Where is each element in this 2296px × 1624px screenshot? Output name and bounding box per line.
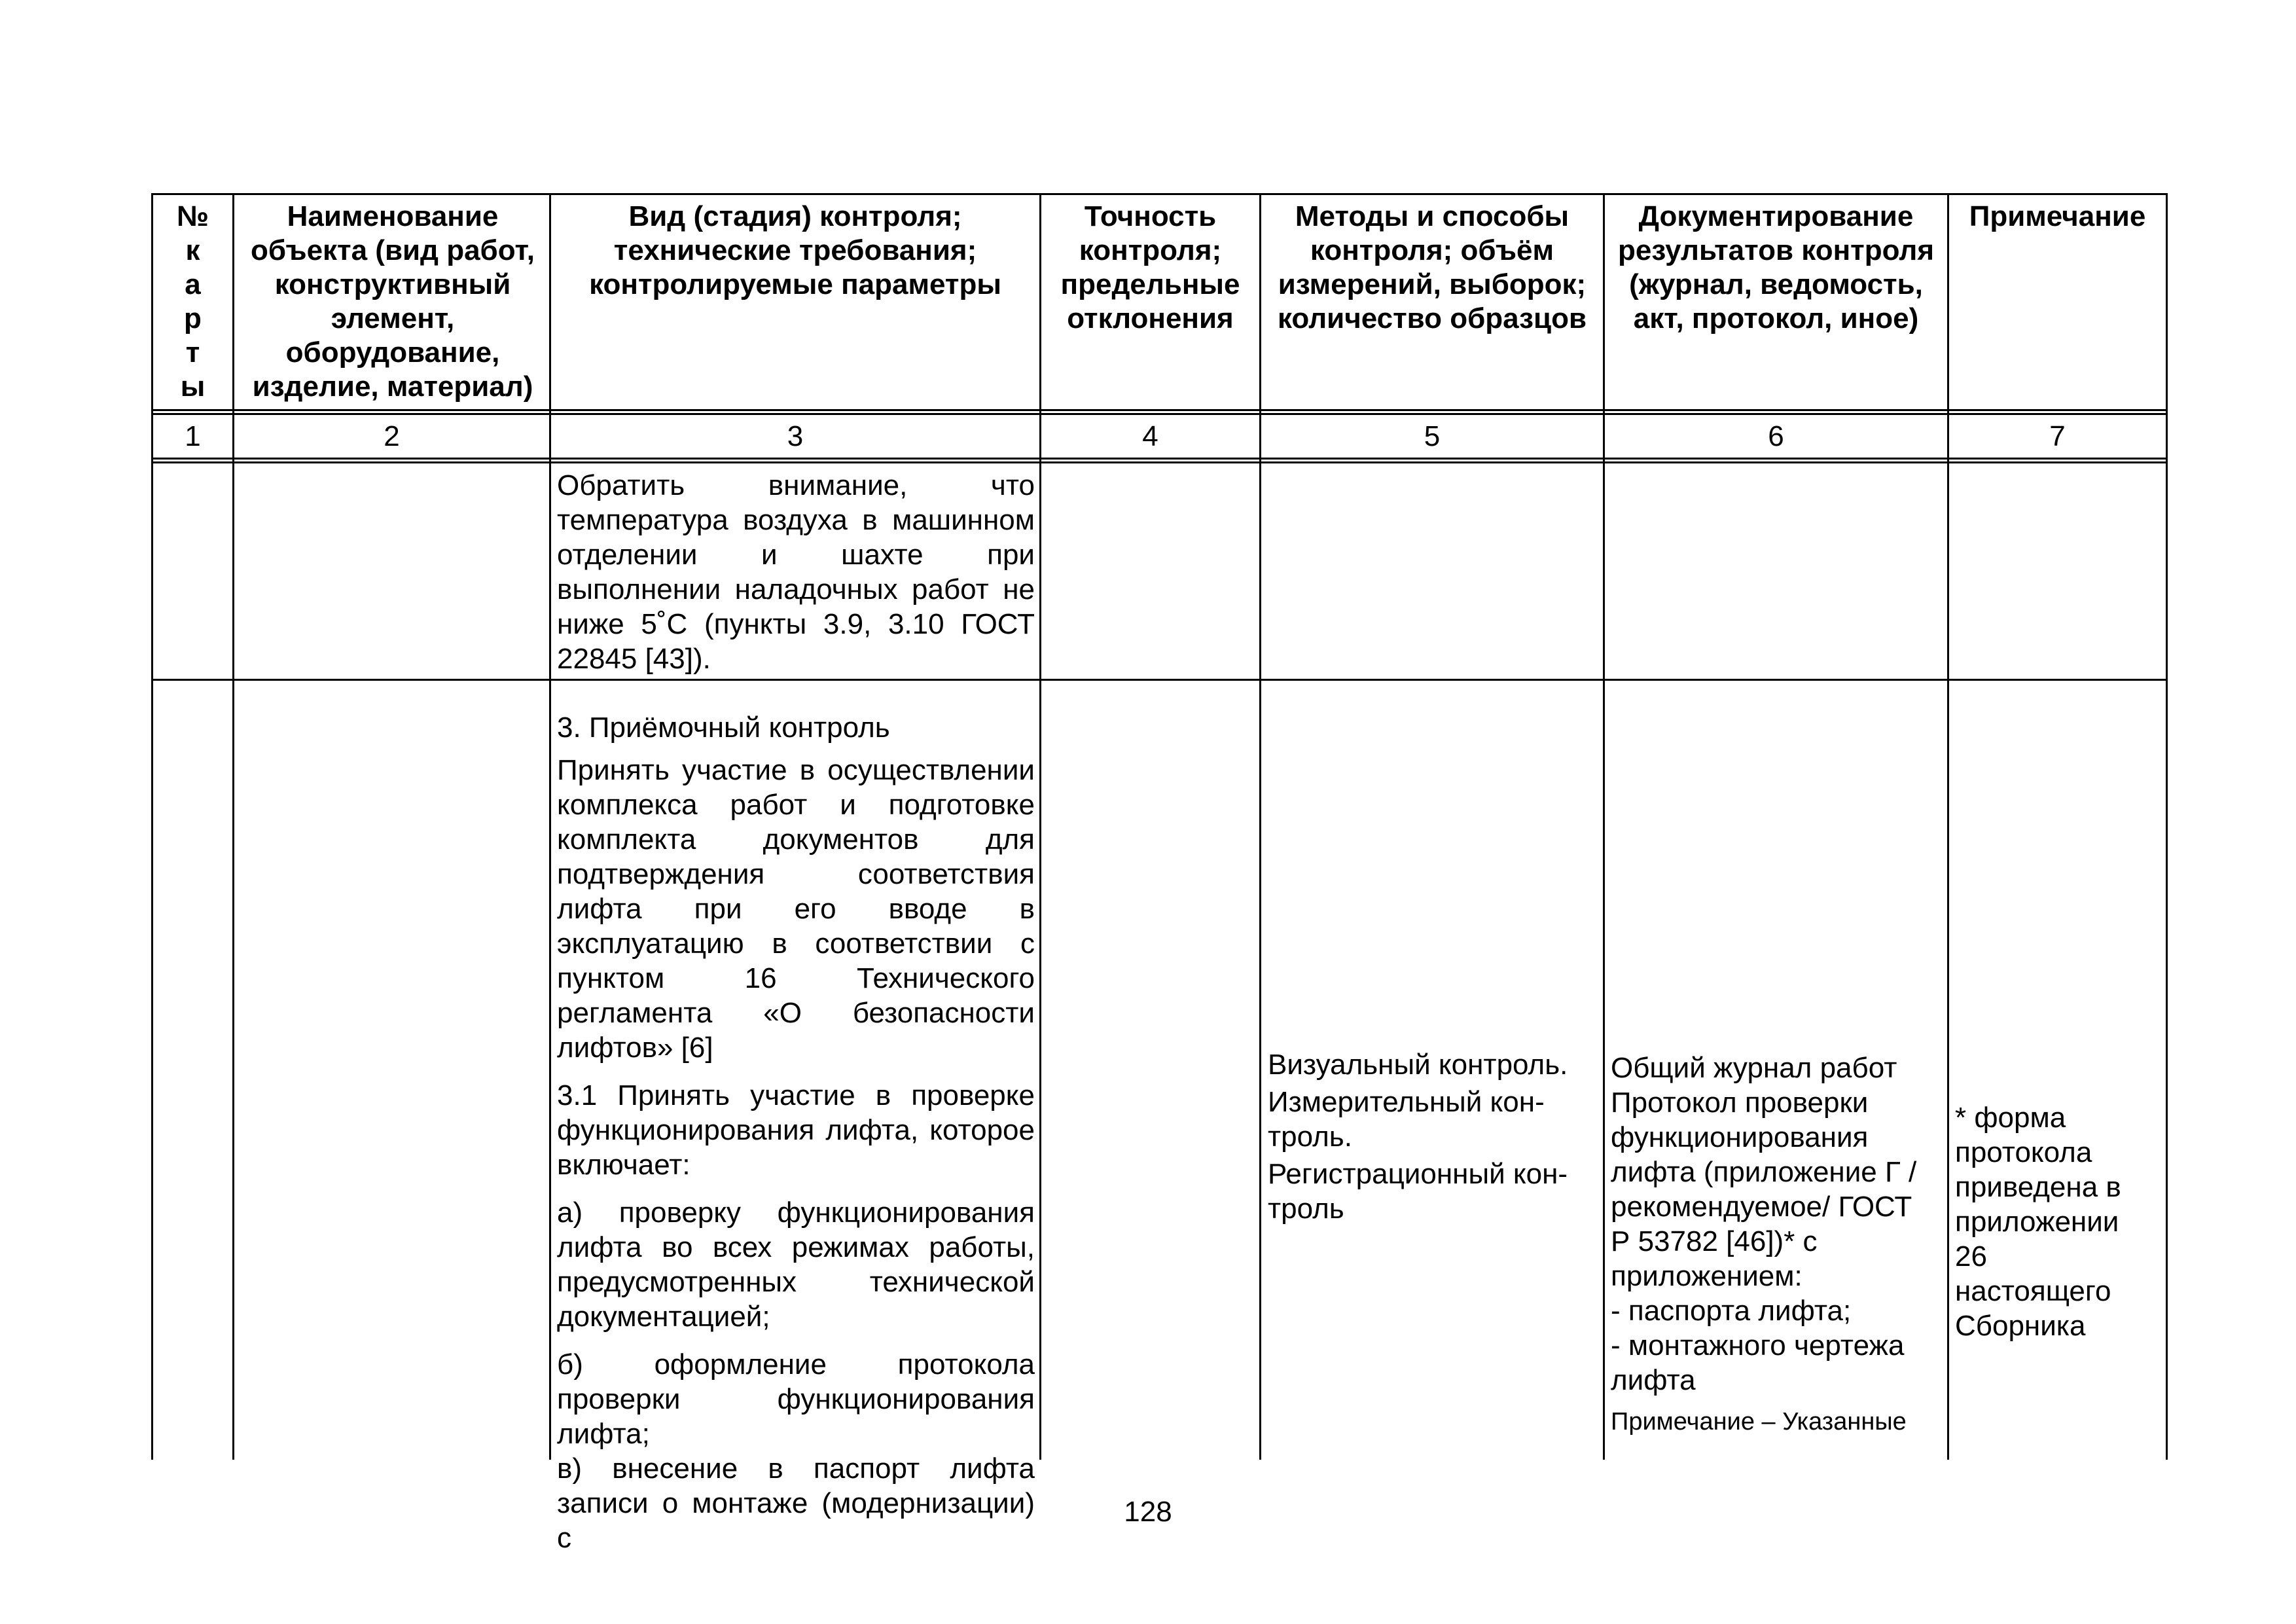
column-divider (232, 193, 234, 1460)
method-item: Измерительный кон-троль. (1268, 1086, 1545, 1153)
requirement-paragraph: а) проверку функционирования лифта во всех режимах работы, предусмотренных технической документацией; (557, 1197, 1035, 1333)
column-number: 5 (1424, 420, 1441, 452)
column-divider (1947, 193, 1949, 1460)
table-border-top (151, 193, 2168, 195)
header-divider (151, 409, 2168, 411)
number-row-divider (151, 461, 2168, 463)
column-number: 2 (384, 420, 400, 452)
page-number: 128 (1124, 1496, 1172, 1528)
requirement-paragraph: в) внесение в паспорт лифта записи о монтаже (модернизации) с (557, 1453, 1035, 1554)
column-divider (1039, 193, 1041, 1460)
column-number: 7 (2049, 420, 2066, 452)
doc-line: Протокол проверки функционирования лифта (приложение Г /рекомендуемое/ ГОСТ Р 53782 [46])* с приложением: (1611, 1087, 1917, 1292)
doc-line: - паспорта лифта; (1611, 1295, 1852, 1327)
column-divider (1603, 193, 1605, 1460)
row2-note: * форма протокола приведена в приложении 26 настоящего Сборника (1955, 1102, 2121, 1342)
doc-line: - монтажного чертежа лифта (1611, 1329, 1905, 1396)
header-col-accuracy: Точность контроля; предельные отклонения (1060, 200, 1240, 334)
header-col-card-number: № к а р т ы (176, 200, 209, 403)
requirement-paragraph: Принять участие в осуществлении комплекса работ и подготовке комплекта документов для подтверждения соответствия лифта при его вводе в эксплуатацию в соответствии с пунктом 16 Технического регламента «О безопасности лифтов» [6] (557, 754, 1035, 1064)
requirement-paragraph: б) оформление протокола проверки функционирования лифта; (557, 1348, 1035, 1450)
column-number: 4 (1142, 420, 1158, 452)
doc-note: Примечание – Указанные (1611, 1408, 1907, 1435)
method-item: Визуальный контроль. (1268, 1049, 1568, 1081)
column-divider (549, 193, 551, 1460)
row-divider (151, 679, 2168, 681)
header-col-note: Примечание (1969, 200, 2146, 232)
header-col-documentation: Документирование результатов контроля (журнал, ведомость, акт, протокол, иное) (1617, 200, 1934, 334)
header-col-control-type: Вид (стадия) контроля; технические требования; контролируемые параметры (589, 200, 1001, 300)
row2-requirements (557, 710, 1035, 1555)
header-col-methods: Методы и способы контроля; объём измерений, выборок; количество образцов (1277, 200, 1587, 334)
column-number: 1 (185, 420, 201, 452)
row2-documentation (1611, 1051, 1938, 1438)
column-number: 6 (1768, 420, 1784, 452)
doc-line: Общий журнал работ (1611, 1052, 1897, 1084)
requirement-paragraph: 3.1 Принять участие в проверке функционирования лифта, которое включает: (557, 1079, 1035, 1181)
row2-methods (1268, 1047, 1598, 1226)
table-border-right (2166, 193, 2168, 1460)
method-item: Регистрационный кон-троль (1268, 1158, 1568, 1225)
number-row-divider (151, 458, 2168, 460)
section-heading: 3. Приёмочный контроль (557, 712, 890, 744)
column-divider (1259, 193, 1261, 1460)
header-divider (151, 413, 2168, 415)
column-number: 3 (787, 420, 804, 452)
header-col-object-name: Наименование объекта (вид работ, конструктивный элемент, оборудование, изделие, материал) (251, 200, 535, 403)
row1-requirement-text: Обратить внимание, что температура воздуха в машинном отделении и шахте при выполнении наладочных работ не ниже 5˚С (пункты 3.9, 3.10 ГОСТ 22845 [43]). (557, 469, 1035, 675)
